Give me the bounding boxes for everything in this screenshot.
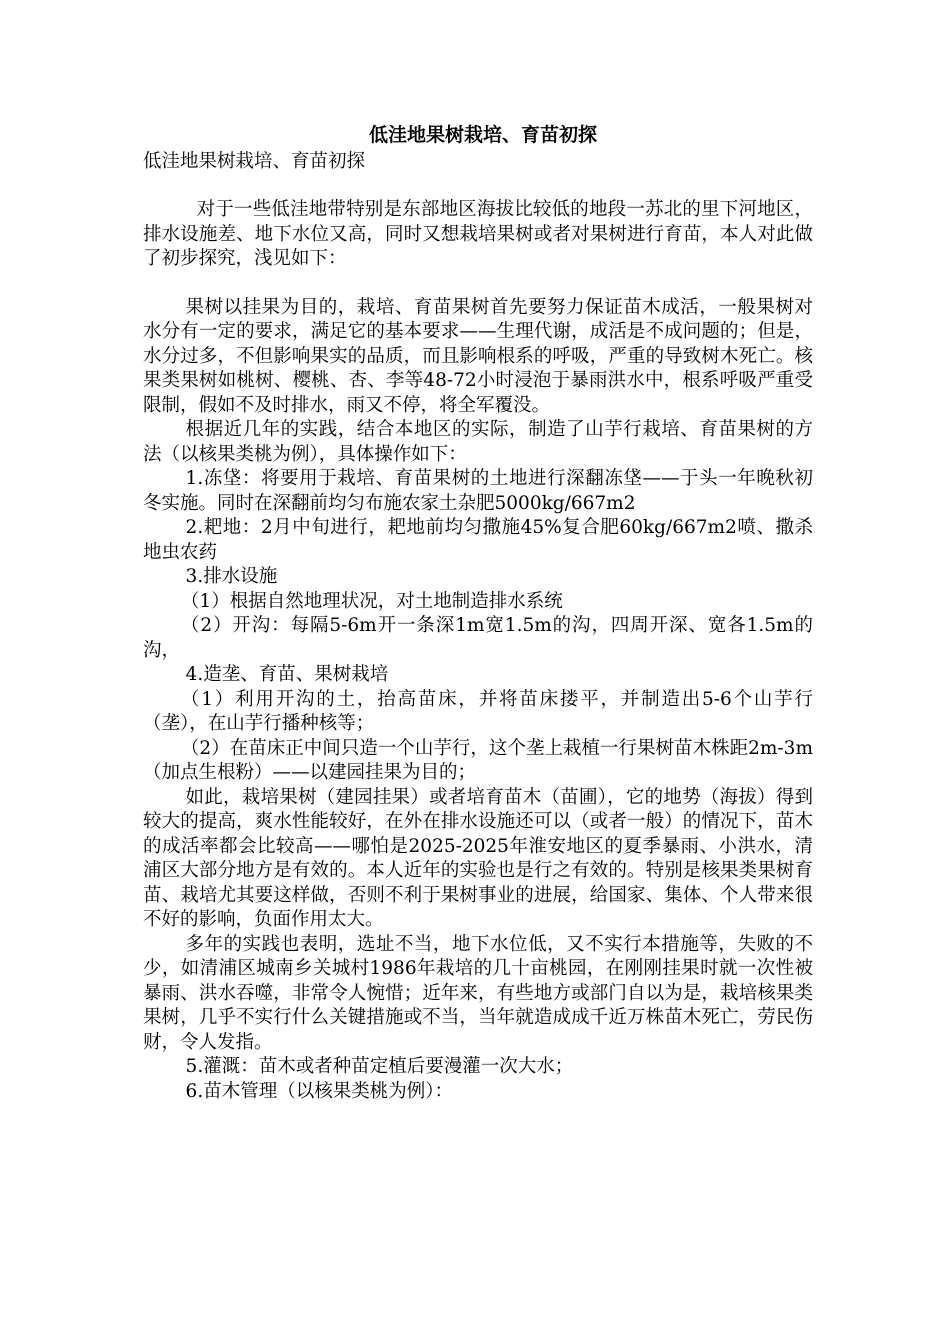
step-3-sub-1: （1）根据自然地理状况，对土地制造排水系统	[180, 590, 563, 612]
step-4: 4.造垄、育苗、果树栽培	[185, 664, 389, 685]
step-6: 6.苗木管理（以核果类桃为例）：	[185, 1080, 453, 1102]
step-4-sub-2: （2）在苗床正中间只造一个山芋行，这个垄上栽植一行果树苗木株距2m-3m（加点生根粉）——以建园挂果为目的；	[143, 737, 813, 783]
step-4-sub-1: （1）利用开沟的土，抬高苗床，并将苗床搂平，并制造出5-6个山芋行（垄），在山芋行播种核等；	[143, 688, 813, 734]
document-page	[143, 120, 813, 1104]
step-2: 2.耙地：2月中旬进行，耙地前均匀撒施45%复合肥60kg/667m2喷、撒杀地虫农药	[143, 517, 813, 563]
step-3-sub-2: （2）开沟：每隔5-6m开一条深1m宽1.5m的沟，四周开深、宽各1.5m的沟，	[143, 615, 813, 661]
step-3: 3.排水设施	[185, 566, 278, 587]
document-title: 低洼地果树栽培、育苗初探	[368, 124, 597, 146]
paragraph-3: 如此，栽培果树（建园挂果）或者培育苗木（苗圃），它的地势（海拔）得到较大的提高，爽水性能较好，在外在排水设施还可以（或者一般）的情况下，苗木的成活率都会比较高——哪怕是2025-2025年淮安地区的夏季暴雨、小洪水，清浦区大部分地方是有效的。本人近年的实验也是行之有效的。特别是核果类果树育苗、栽培尤其要这样做，否则不利于果树事业的进展，给国家、集体、个人带来很不好的影响，负面作用太大。	[143, 786, 813, 930]
paragraph-1: 果树以挂果为目的，栽培、育苗果树首先要努力保证苗木成活，一般果树对水分有一定的要求，满足它的基本要求——生理代谢，成活是不成问题的；但是，水分过多，不但影响果实的品质，而且影响根系的呼吸，严重的导致树木死亡。核果类果树如桃树、樱桃、杏、李等48-72小时浸泡于暴雨洪水中，根系呼吸严重受限制，假如不及时排水，雨又不停，将全军覆没。	[143, 296, 813, 416]
step-1: 1.冻垡：将要用于栽培、育苗果树的土地进行深翻冻垡——于头一年晚秋初冬实施。同时在深翻前均匀布施农家土杂肥5000kg/667m2	[143, 468, 813, 514]
paragraph-intro: 对于一些低洼地带特别是东部地区海拔比较低的地段一苏北的里下河地区，排水设施差、地下水位又高，同时又想栽培果树或者对果树进行育苗，本人对此做了初步探究，浅见如下：	[143, 199, 813, 269]
document-subtitle: 低洼地果树栽培、育苗初探	[143, 151, 366, 172]
paragraph-gap	[143, 272, 813, 296]
step-5: 5.灌溉：苗木或者种苗定植后要漫灌一次大水；	[185, 1056, 574, 1077]
paragraph-2: 根据近几年的实践，结合本地区的实际，制造了山芋行栽培、育苗果树的方法（以核果类桃为例），具体操作如下：	[143, 419, 813, 465]
paragraph-4: 多年的实践也表明，选址不当，地下水位低，又不实行本措施等，失败的不少，如清浦区城南乡关城村1986年栽培的几十亩桃园，在刚刚挂果时就一次性被暴雨、洪水吞噬，非常令人惋惜；近年来，有些地方或部门自以为是，栽培核果类果树，几乎不实行什么关键措施或不当，当年就造成成千近万株苗木死亡，劳民伤财，令人发指。	[143, 933, 813, 1053]
